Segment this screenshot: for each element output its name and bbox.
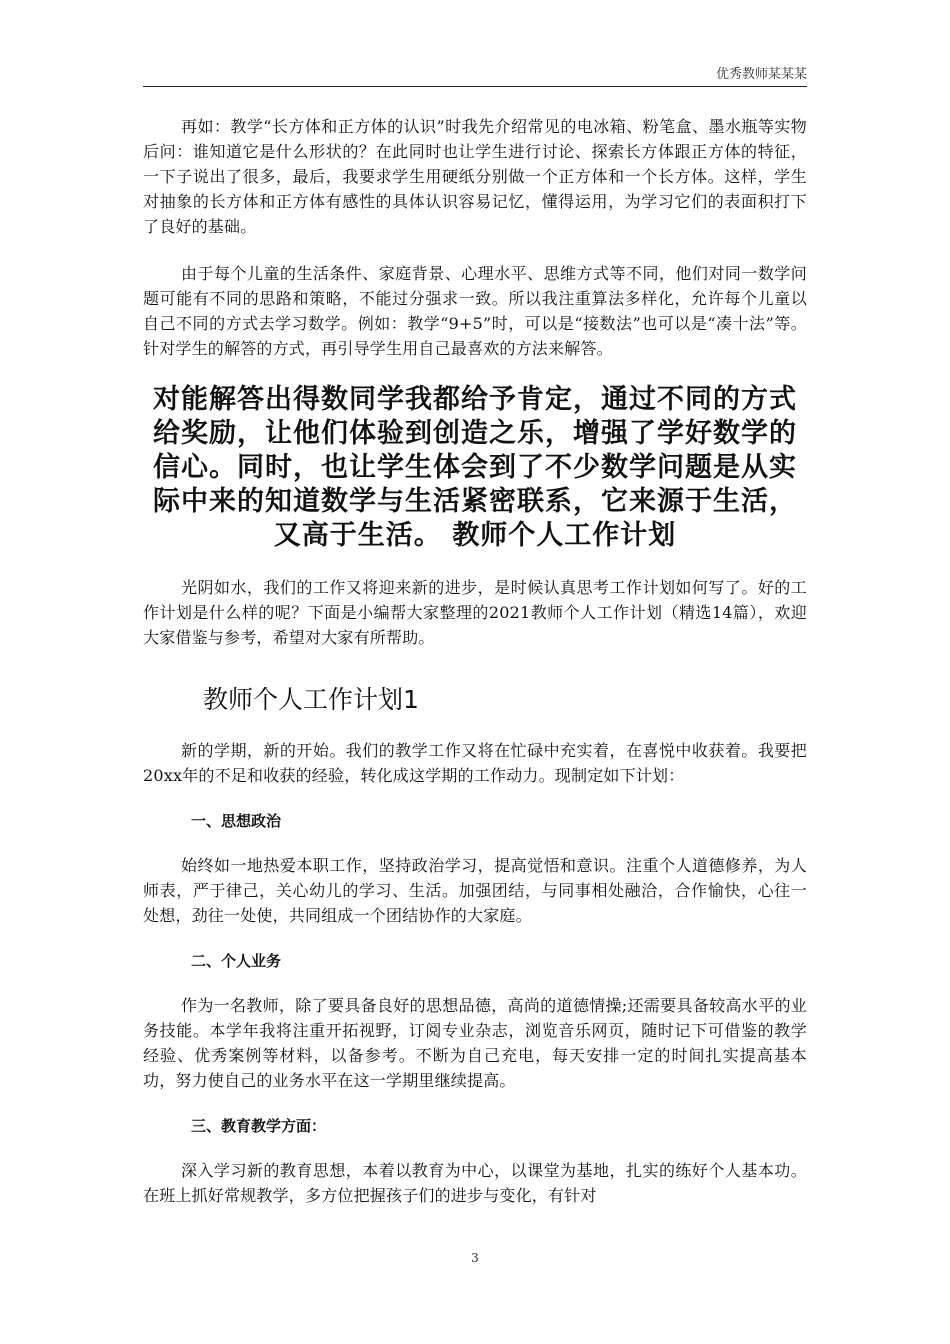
paragraph: 新的学期，新的开始。我们的教学工作又将在忙碌中充实着，在喜悦中收获着。我要把20xx年的不足和收获的经验，转化成这学期的工作动力。现制定如下计划： bbox=[143, 741, 807, 785]
page-number: 3 bbox=[471, 1251, 479, 1265]
subheading: 三、教育教学方面： bbox=[191, 1117, 327, 1135]
subheading: 一、思想政治 bbox=[191, 812, 282, 830]
paragraph: 由于每个儿童的生活条件、家庭背景、心理水平、思维方式等不同，他们对同一数学问题可能有不同的思路和策略，不能过分强求一致。所以我注重算法多样化，允许每个儿童以自己不同的方式去学习数学。例如：教学“9+5”时，可以是“接数法”也可以是“凑十法”等。针对学生的解答的方式，再引导学生用自己最喜欢的方法来解答。 bbox=[143, 264, 807, 358]
paragraph: 作为一名教师，除了要具备良好的思想品德，高尚的道德情操;还需要具备较高水平的业务技能。本学年我将注重开拓视野，订阅专业杂志，浏览音乐网页，随时记下可借鉴的教学经验、优秀案例等材料，以备参考。不断为自己充电，每天安排一定的时间扎实提高基本功，努力使自己的业务水平在这一学期里继续提高。 bbox=[143, 996, 807, 1090]
section-title: 教师个人工作计划1 bbox=[203, 685, 419, 714]
paragraph: 再如：教学“长方体和正方体的认识”时我先介绍常见的电冰箱、粉笔盒、墨水瓶等实物后问：谁知道它是什么形状的？在此同时也让学生进行讨论、探索长方体跟正方体的特征，一下子说出了很多，最后，我要求学生用硬纸分别做一个正方体和一个长方体。这样，学生对抽象的长方体和正方体有感性的具体认识容易记忆，懂得运用，为学习它们的表面积打下了良好的基础。 bbox=[143, 117, 807, 236]
document-body bbox=[143, 114, 807, 1230]
header-text: 优秀教师某某某 bbox=[715, 67, 807, 82]
paragraph: 深入学习新的教育思想，本着以教育为中心，以课堂为基地，扎实的练好个人基本功。在班上抓好常规教学，多方位把握孩子们的进步与变化，有针对 bbox=[143, 1161, 807, 1205]
subheading: 二、个人业务 bbox=[191, 952, 282, 970]
paragraph: 始终如一地热爱本职工作，坚持政治学习，提高觉悟和意识。注重个人道德修养，为人师表，严于律己，关心幼儿的学习、生活。加强团结，与同事相处融洽，合作愉快，心往一处想，劲往一处使，共同组成一个团结协作的大家庭。 bbox=[143, 856, 807, 925]
paragraph: 光阴如水，我们的工作又将迎来新的进步，是时候认真思考工作计划如何写了。好的工作计划是什么样的呢？下面是小编帮大家整理的2021教师个人工作计划（精选14篇），欢迎大家借鉴与参考，希望对大家有所帮助。 bbox=[143, 578, 807, 647]
page-header bbox=[143, 64, 807, 87]
emphasized-paragraph: 对能解答出得数同学我都给予肯定，通过不同的方式给奖励，让他们体验到创造之乐，增强了学好数学的信心。同时，也让学生体会到了不少数学问题是从实际中来的知道数学与生活紧密联系，它来源于生活，又高于生活。 教师个人工作计划 bbox=[153, 384, 797, 551]
